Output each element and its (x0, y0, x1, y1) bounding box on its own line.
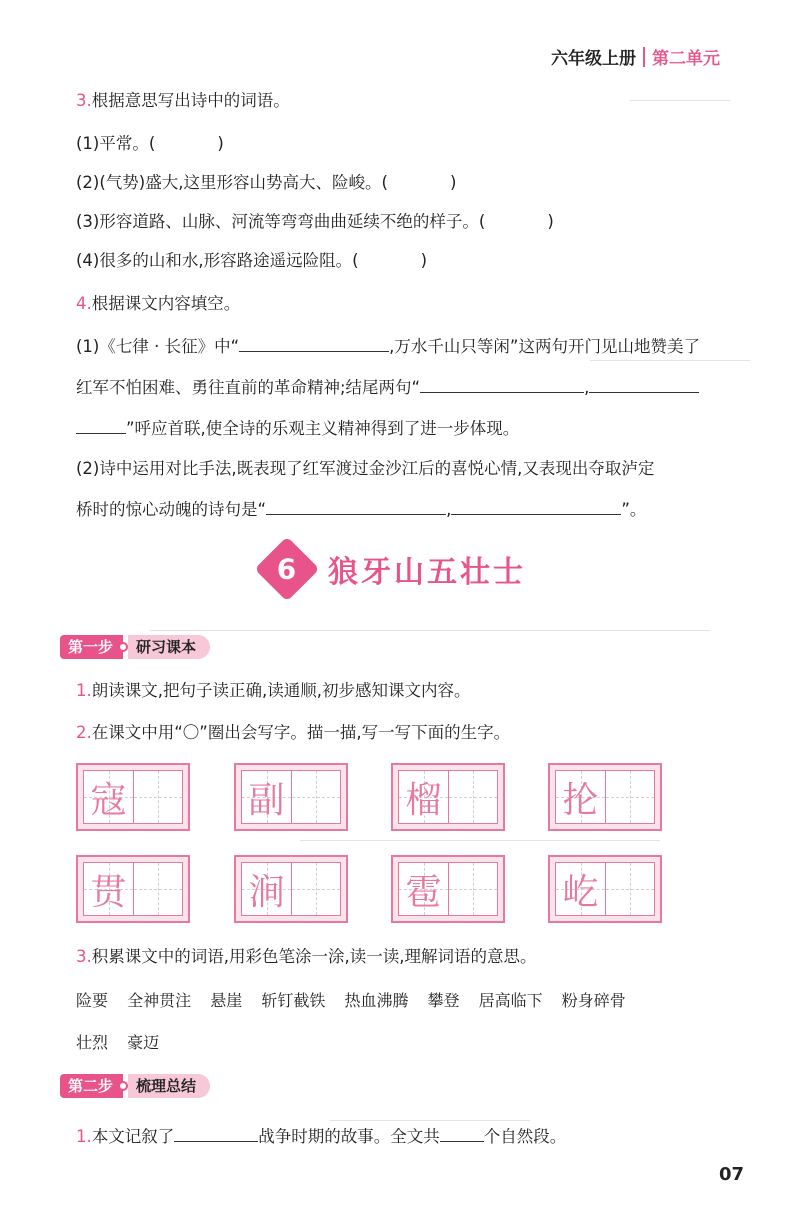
vocab-word[interactable]: 居高临下 (478, 991, 543, 1010)
answer-blank[interactable] (239, 333, 389, 352)
page-header (551, 44, 720, 69)
item-paren: ) (420, 251, 427, 270)
practice-cell[interactable] (605, 771, 654, 823)
q3-item-1 (76, 133, 224, 155)
fill-text: ”。 (621, 500, 647, 519)
bleed-through-line (150, 630, 710, 631)
fill-text: ”呼应首联,使全诗的乐观主义精神得到了进一步体现。 (126, 419, 520, 438)
answer-blank[interactable] (174, 1123, 258, 1142)
bleed-through-line (590, 360, 750, 361)
vocab-row-1 (76, 988, 640, 1011)
fill-text: 战争时期的故事。全文共 (258, 1127, 440, 1146)
practice-cell[interactable] (133, 771, 182, 823)
vocab-word[interactable]: 粉身碎骨 (561, 991, 626, 1010)
practice-cell[interactable] (291, 771, 340, 823)
step2-question-1 (76, 1123, 566, 1148)
char-writing-box (234, 855, 348, 923)
trace-character[interactable]: 屹 (562, 871, 599, 913)
fill-text: 本文记叙了 (91, 1127, 175, 1146)
practice-cell[interactable] (448, 863, 497, 915)
vocab-word[interactable]: 壮烈 (76, 1033, 109, 1052)
fill-text: ,万水千山只等闲”这两句开门见山地赞美了 (389, 337, 700, 356)
vocab-word[interactable]: 豪迈 (127, 1033, 160, 1052)
question-text: 朗读课文,把句子读正确,读通顺,初步感知课文内容。 (91, 681, 471, 700)
trace-character[interactable]: 寇 (90, 779, 127, 821)
question-number: 3. (76, 91, 92, 110)
lesson-title: 狼牙山五壮士 (328, 555, 526, 590)
item-paren: ) (547, 212, 554, 231)
question-text: 根据课文内容填空。 (91, 294, 241, 313)
trace-character[interactable]: 雹 (405, 871, 442, 913)
unit-label: 第二单元 (652, 49, 720, 69)
vocab-word[interactable]: 斩钉截铁 (261, 991, 326, 1010)
answer-blank[interactable] (420, 374, 584, 393)
page-number: 07 (718, 1164, 744, 1185)
char-writing-box (234, 763, 348, 831)
item-paren: ) (217, 134, 224, 153)
item-text: (3)形容道路、山脉、河流等弯弯曲曲延续不绝的样子。( (76, 212, 486, 231)
char-writing-box (548, 855, 662, 923)
practice-cell[interactable] (133, 863, 182, 915)
trace-character[interactable]: 副 (248, 779, 285, 821)
item-text: (4)很多的山和水,形容路途遥远险阻。( (76, 251, 359, 270)
practice-cell[interactable] (448, 771, 497, 823)
answer-blank[interactable] (440, 1123, 484, 1142)
step1-question-1 (76, 680, 471, 702)
answer-blank[interactable] (76, 415, 126, 434)
lesson-number-badge (254, 536, 319, 601)
fill-text: (2)诗中运用对比手法,既表现了红军渡过金沙江后的喜悦心情,又表现出夺取泸定 (76, 459, 655, 478)
lesson-heading (264, 546, 526, 592)
vocab-word[interactable]: 全神贯注 (127, 991, 192, 1010)
char-writing-box (76, 855, 190, 923)
answer-blank[interactable] (451, 496, 621, 515)
step1-question-2 (76, 722, 510, 744)
practice-cell[interactable] (605, 863, 654, 915)
item-paren: ) (449, 173, 457, 192)
q4-part-2-line-2 (76, 496, 646, 521)
fill-text: 桥时的惊心动魄的诗句是“ (76, 500, 267, 519)
q4-part-1-line-1 (76, 333, 700, 358)
step-name: 研习课本 (128, 635, 210, 659)
question-text: 根据意思写出诗中的词语。 (91, 91, 290, 110)
trace-character[interactable]: 贯 (90, 871, 127, 913)
answer-blank[interactable] (589, 374, 699, 393)
question-number: 4. (76, 294, 92, 313)
question-number: 2. (76, 723, 92, 742)
step-dot-icon (118, 1081, 128, 1091)
lesson-number: 6 (277, 552, 297, 586)
q3-item-2 (76, 172, 456, 194)
question-text: 在课文中用“〇”圈出会写字。描一描,写一写下面的生字。 (91, 723, 511, 742)
answer-blank[interactable] (266, 496, 446, 515)
q3-item-3 (76, 211, 554, 233)
fill-text: (1)《七律 · 长征》中“ (76, 337, 240, 356)
question-4 (76, 293, 240, 315)
step-name: 梳理总结 (128, 1074, 210, 1098)
trace-character[interactable]: 榴 (405, 779, 442, 821)
item-text: (2)(气势)盛大,这里形容山势高大、险峻。( (76, 173, 388, 192)
bleed-through-line (630, 100, 730, 101)
vocab-word[interactable]: 悬崖 (210, 991, 243, 1010)
step-2-banner (60, 1073, 210, 1099)
fill-text: , (446, 500, 452, 519)
step1-question-3 (76, 946, 537, 968)
q3-item-4 (76, 250, 427, 272)
fill-text: 红军不怕困难、勇往直前的革命精神;结尾两句“ (76, 378, 421, 397)
trace-character[interactable]: 涧 (248, 871, 285, 913)
question-number: 3. (76, 947, 92, 966)
char-writing-box (548, 763, 662, 831)
question-text: 积累课文中的词语,用彩色笔涂一涂,读一读,理解词语的意思。 (91, 947, 537, 966)
trace-character[interactable]: 抡 (562, 779, 599, 821)
char-writing-box (391, 855, 505, 923)
q4-part-2-line-1 (76, 458, 654, 480)
char-writing-box (391, 763, 505, 831)
vocab-row-2 (76, 1030, 173, 1053)
q4-part-1-line-3 (76, 415, 519, 440)
item-text: (1)平常。( (76, 134, 156, 153)
step-tag: 第二步 (60, 1074, 123, 1098)
header-divider (643, 47, 645, 67)
step-1-banner (60, 634, 210, 660)
fill-text: 个自然段。 (483, 1127, 567, 1146)
step-dot-icon (118, 642, 128, 652)
vocab-word[interactable]: 攀登 (427, 991, 460, 1010)
char-writing-box (76, 763, 190, 831)
grade-label: 六年级上册 (551, 49, 636, 69)
vocab-word[interactable]: 热血沸腾 (344, 991, 409, 1010)
bleed-through-line (330, 1120, 530, 1121)
fill-text: , (584, 378, 590, 397)
bleed-through-line (300, 840, 660, 841)
question-number: 1. (76, 681, 92, 700)
step-tag: 第一步 (60, 635, 123, 659)
question-3 (76, 90, 290, 112)
q4-part-1-line-2 (76, 374, 699, 399)
question-number: 1. (76, 1127, 92, 1146)
vocab-word[interactable]: 险要 (76, 991, 109, 1010)
practice-cell[interactable] (291, 863, 340, 915)
